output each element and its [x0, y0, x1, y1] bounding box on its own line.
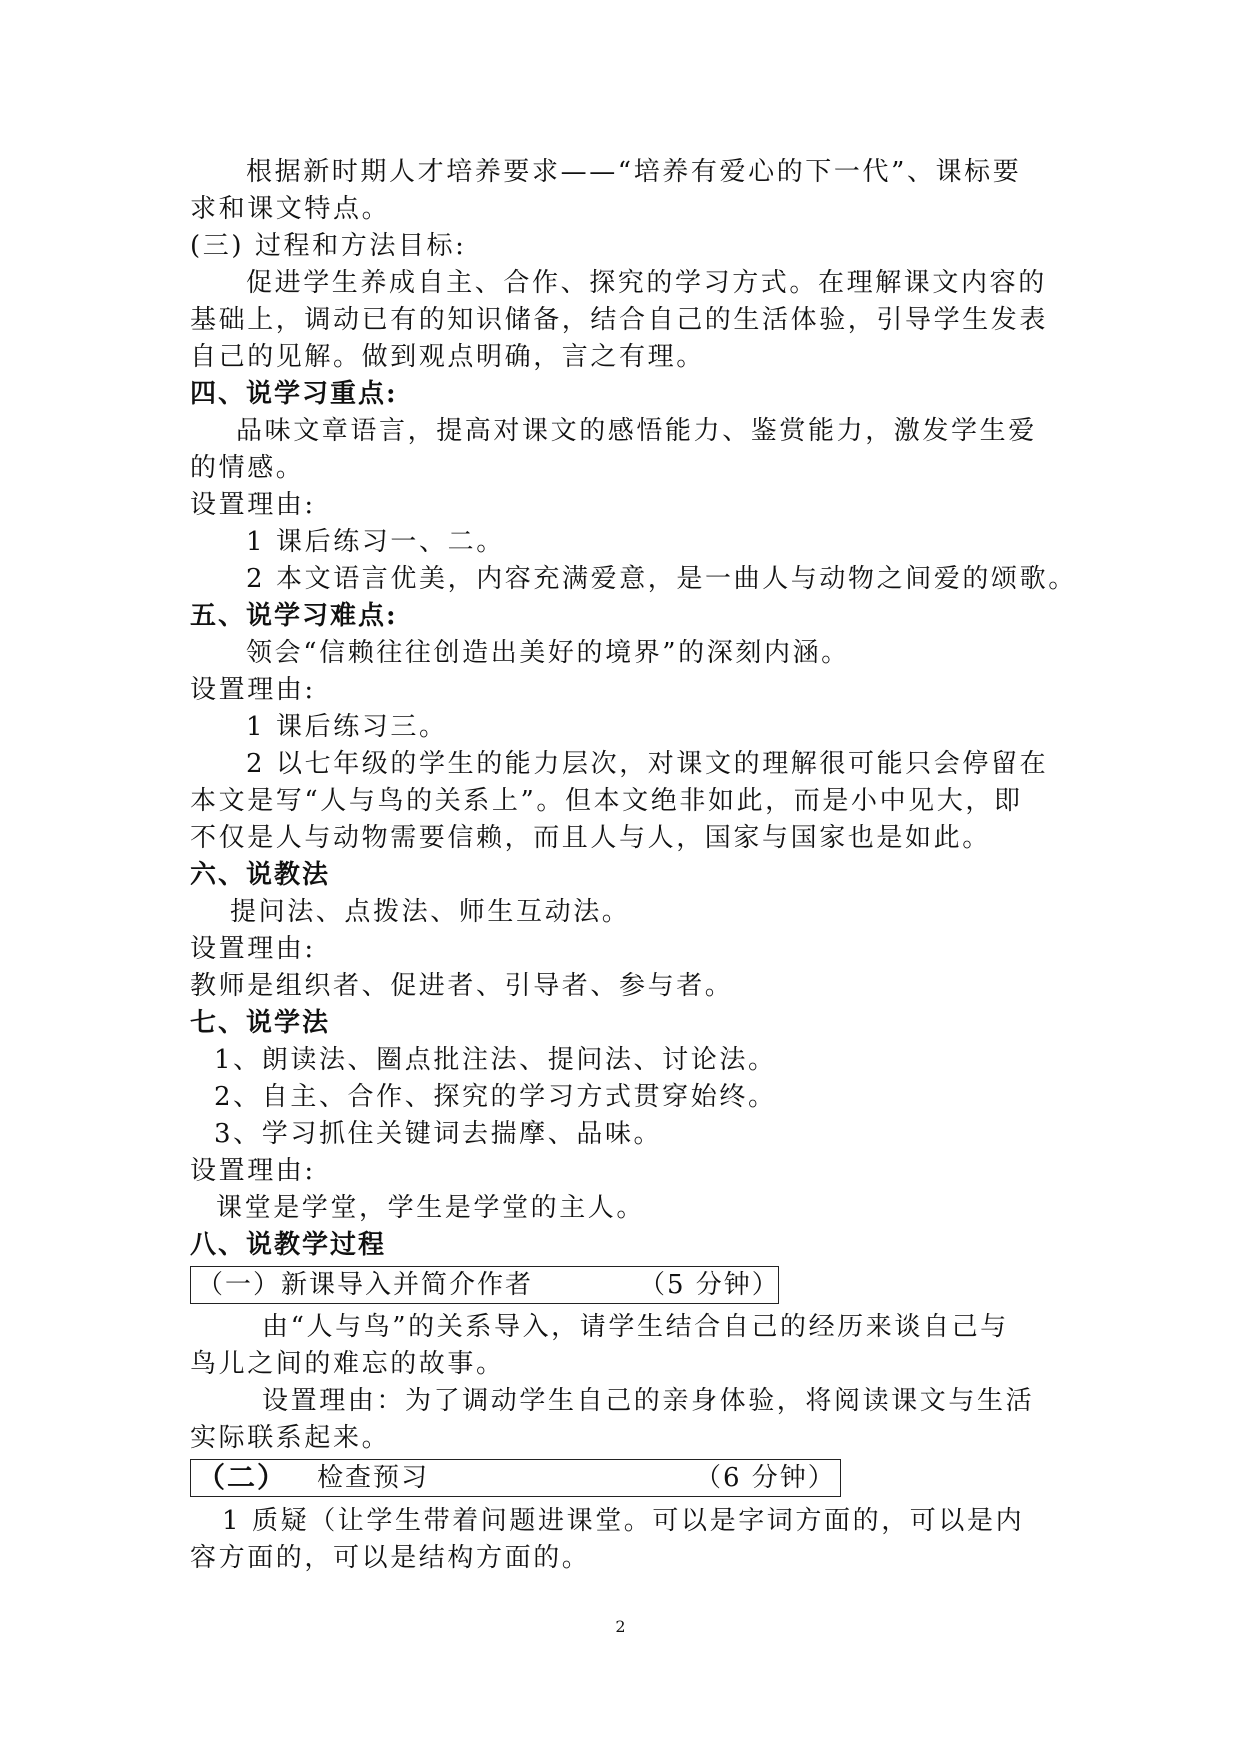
reason-label: 设置理由: — [190, 1156, 316, 1186]
paragraph-line: 由“人与鸟”的关系导入，请学生结合自己的经历来谈自己与 — [262, 1312, 1009, 1342]
subheading: (三) 过程和方法目标: — [190, 231, 467, 261]
section-heading: 五、说学习难点: — [190, 601, 398, 631]
paragraph-line: 实际联系起来。 — [190, 1423, 391, 1453]
paragraph-line: 自己的见解。做到观点明确，言之有理。 — [190, 342, 705, 372]
section-heading: 四、说学习重点: — [190, 379, 398, 409]
step-box-1 — [190, 1266, 779, 1304]
list-item: 1、朗读法、圈点批注法、提问法、讨论法。 — [214, 1045, 777, 1075]
section-heading: 六、说教法 — [190, 860, 331, 890]
reason-label: 设置理由: — [190, 934, 316, 964]
reason-label: 设置理由: — [190, 675, 316, 705]
step-time: （5 分钟） — [639, 1270, 780, 1300]
paragraph-line: 促进学生养成自主、合作、探究的学习方式。在理解课文内容的 — [246, 268, 1047, 298]
reason-label: 设置理由: — [190, 490, 316, 520]
paragraph-line: 1 质疑（让学生带着问题进课堂。可以是字词方面的，可以是内 — [222, 1506, 1025, 1536]
list-item: 3、学习抓住关键词去揣摩、品味。 — [214, 1119, 663, 1149]
list-item: 2、自主、合作、探究的学习方式贯穿始终。 — [214, 1082, 777, 1112]
paragraph-line: 基础上，调动已有的知识储备，结合自己的生活体验，引导学生发表 — [190, 305, 1049, 335]
page-number: 2 — [615, 1617, 626, 1636]
paragraph-line: 本文是写“人与鸟的关系上”。但本文绝非如此，而是小中见大，即 — [190, 786, 1023, 816]
paragraph-line: 提问法、点拨法、师生互动法。 — [230, 897, 631, 927]
paragraph-line: 品味文章语言，提高对课文的感悟能力、鉴赏能力，激发学生爱 — [236, 416, 1037, 446]
step-time: （6 分钟） — [695, 1463, 836, 1493]
paragraph-line: 容方面的，可以是结构方面的。 — [190, 1543, 591, 1573]
paragraph-line: 设置理由：为了调动学生自己的亲身体验，将阅读课文与生活 — [262, 1386, 1035, 1416]
paragraph-line: 的情感。 — [190, 453, 305, 483]
list-item: 1 课后练习三。 — [246, 712, 448, 742]
paragraph-line: 根据新时期人才培养要求——“培养有爱心的下一代”、课标要 — [246, 157, 1022, 187]
paragraph-line: 求和课文特点。 — [190, 194, 391, 224]
paragraph-line: 鸟儿之间的难忘的故事。 — [190, 1349, 505, 1379]
step-title: （一）新课导入并简介作者 — [197, 1270, 534, 1300]
step-box-2 — [190, 1459, 841, 1497]
step-number: （二） — [197, 1461, 288, 1494]
step-title: 检查预习 — [317, 1463, 430, 1493]
paragraph-line: 课堂是学堂，学生是学堂的主人。 — [216, 1193, 646, 1223]
list-item: 2 本文语言优美，内容充满爱意，是一曲人与动物之间爱的颂歌。 — [246, 564, 1077, 594]
list-item: 1 课后练习一、二。 — [246, 527, 505, 557]
paragraph-line: 不仅是人与动物需要信赖，而且人与人，国家与国家也是如此。 — [190, 823, 991, 853]
paragraph-line: 教师是组织者、促进者、引导者、参与者。 — [190, 971, 734, 1001]
section-heading: 七、说学法 — [190, 1008, 331, 1038]
paragraph-line: 领会“信赖往往创造出美好的境界”的深刻内涵。 — [246, 638, 850, 668]
list-item: 2 以七年级的学生的能力层次，对课文的理解很可能只会停留在 — [246, 749, 1049, 779]
section-heading: 八、说教学过程 — [190, 1230, 387, 1260]
